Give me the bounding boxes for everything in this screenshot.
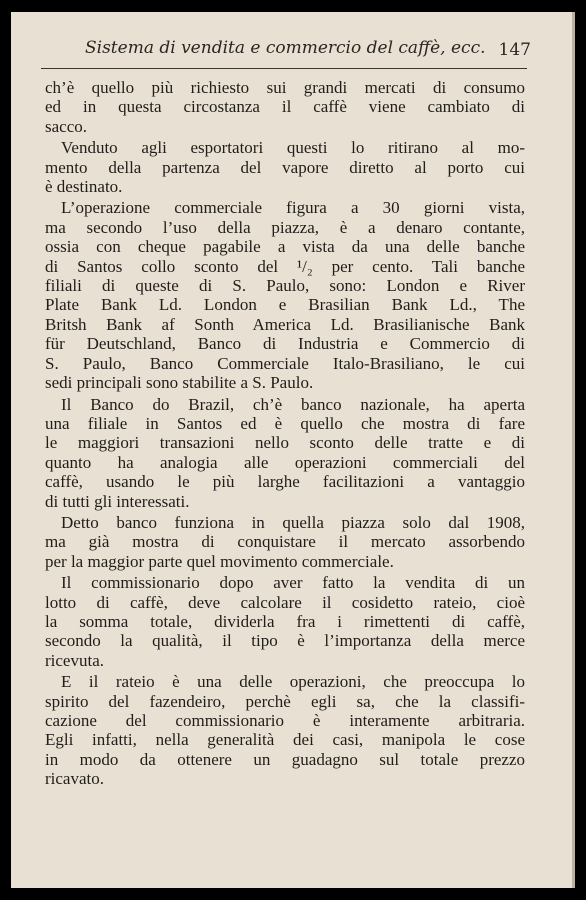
text-line: le maggiori transazioni nello sconto delle tratte e di (45, 433, 525, 453)
text-line: ricevuta. (45, 650, 104, 670)
text-line: lotto di caffè, deve calcolare il cosidetto rateio, cioè (45, 592, 525, 612)
text-line: ricavato. (45, 769, 104, 789)
text-line: Il commissionario dopo aver fatto la vendita di un (61, 573, 525, 593)
text-line: sedi principali sono stabilite a S. Paulo. (45, 373, 314, 393)
text-line: è destinato. (45, 177, 123, 197)
text-line: caffè, usando le più larghe facilitazioni a vantaggio (45, 472, 525, 492)
running-head (85, 38, 531, 62)
header-rule (41, 68, 527, 69)
text-line: filiali di queste di S. Paulo, sono: London e River (45, 276, 525, 296)
text-line: mento della partenza del vapore diretto al porto cui (45, 157, 525, 177)
text-line: una filiale in Santos ed è quello che mostra di fare (45, 413, 525, 433)
text-line: Venduto agli esportatori questi lo ritirano al mo- (61, 138, 525, 158)
text-line: la somma totale, dividerla fra i rimettenti di caffè, (45, 611, 525, 631)
text-line: cazione del commissionario è interamente arbitraria. (45, 711, 525, 730)
page-number: 147 (498, 40, 531, 60)
text-line: sacco. (45, 116, 88, 136)
text-line: Il Banco do Brazil, ch’è banco nazionale, ha aperta (61, 394, 525, 414)
text-line: Detto banco funziona in quella piazza solo dal 1908, (61, 512, 525, 532)
text-line: ch’è quello più richiesto sui grandi mercati di consumo (45, 78, 525, 97)
page-edge (572, 12, 575, 888)
text-line: quanto ha analogia alle operazioni commerciali del (45, 452, 525, 472)
text-line: ma già mostra di conquistare il mercato assorbendo (45, 532, 525, 552)
book-page (11, 12, 575, 888)
text-line: Plate Bank Ld. London e Brasilian Bank Ld., The (45, 295, 525, 315)
text-line: di Santos collo sconto del ¹/₂ per cento. Tali banche (45, 256, 525, 276)
text-line: Britsh Bank af Sonth America Ld. Brasilianische Bank (45, 314, 525, 334)
text-line: S. Paulo, Banco Commerciale Italo-Brasiliano, le cui (45, 353, 525, 373)
text-line: E il rateio è una delle operazioni, che preoccupa lo (61, 672, 525, 692)
running-head-title: Sistema di vendita e commercio del caffè, ecc. (85, 38, 486, 58)
text-line: secondo la qualità, il tipo è l’importanza della merce (45, 631, 525, 651)
text-line: spirito del fazendeiro, perchè egli sa, che la classifi- (45, 691, 525, 711)
text-line: ma secondo l’uso della piazza, è a denaro contante, (45, 217, 525, 237)
text-line: für Deutschland, Banco di Industria e Commercio di (45, 334, 525, 354)
text-line: L’operazione commerciale figura a 30 giorni vista, (61, 198, 525, 218)
text-line: per la maggior parte quel movimento commerciale. (45, 551, 394, 571)
text-line: Egli infatti, nella generalità dei casi, manipola le cose (45, 730, 525, 750)
text-line: ed in questa circostanza il caffè viene cambiato di (45, 97, 525, 117)
text-line: in modo da ottenere un guadagno sul totale prezzo (45, 749, 525, 769)
text-line: di tutti gli interessati. (45, 491, 190, 511)
text-line: ossia con cheque pagabile a vista da una delle banche (45, 237, 525, 257)
body-text (45, 78, 525, 789)
